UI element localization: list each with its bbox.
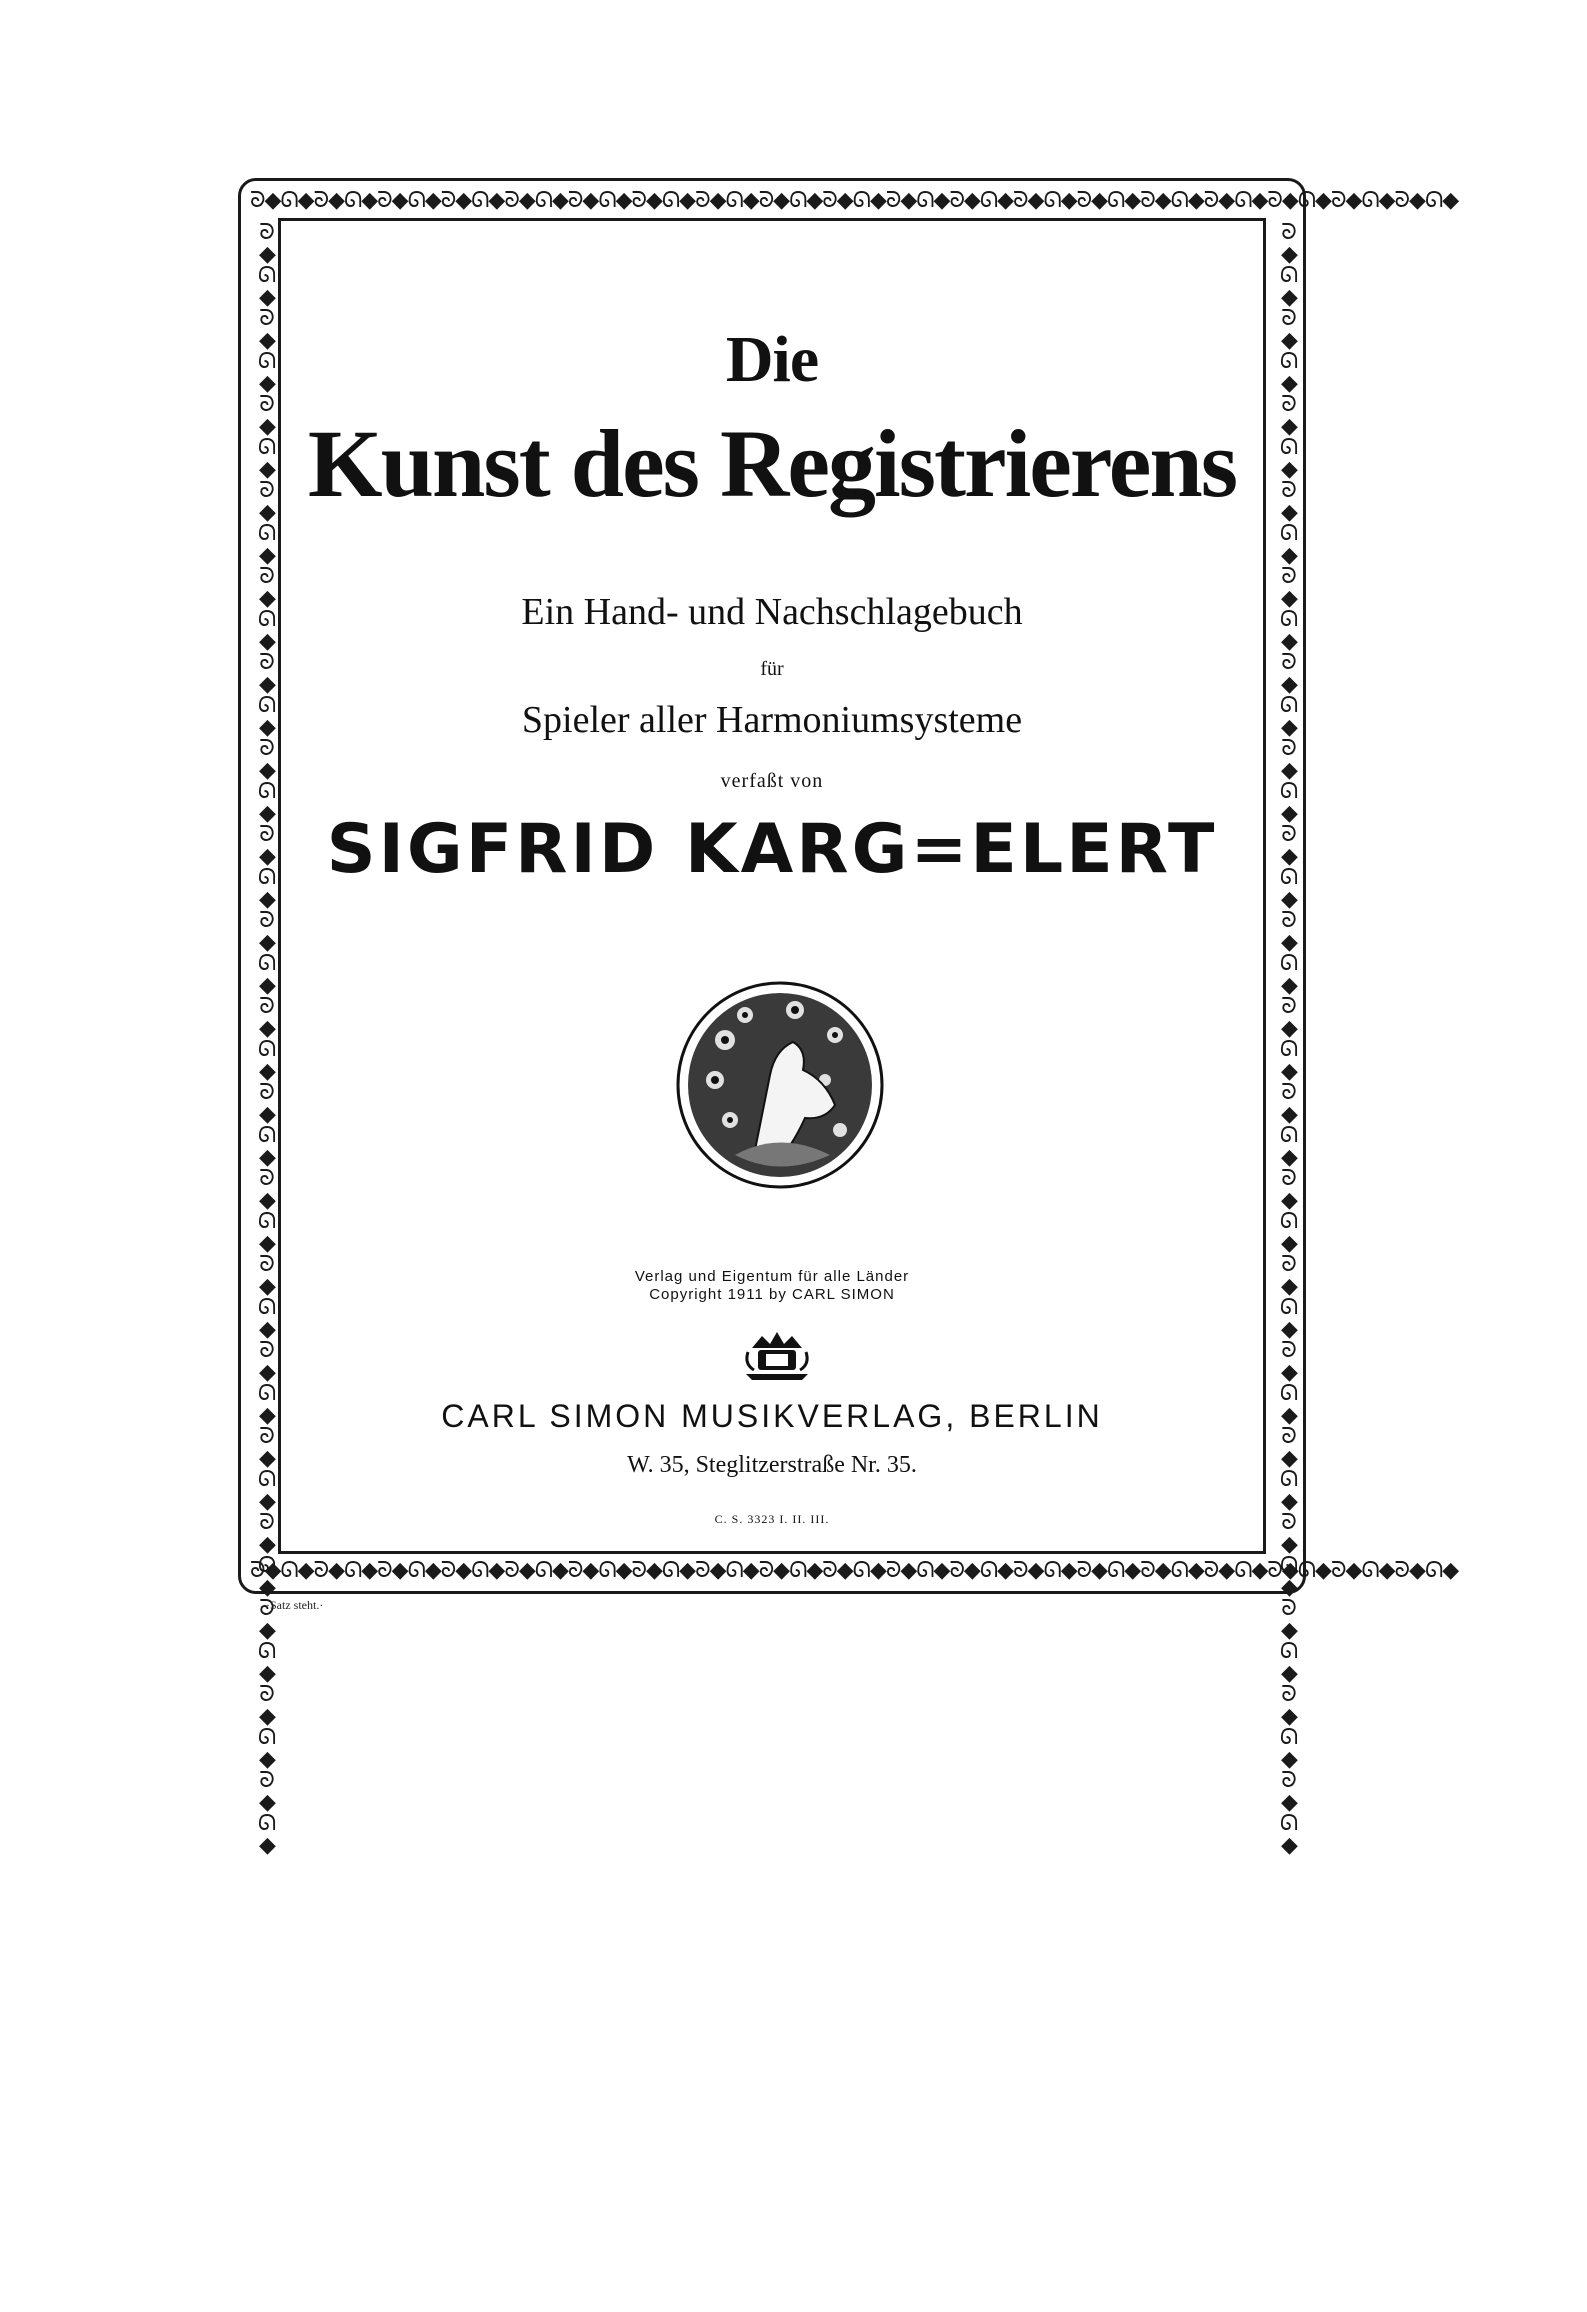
- subtitle: Ein Hand- und Nachschlagebuch: [521, 591, 1023, 633]
- copyright-line-2: Copyright 1911 by CARL SIMON: [649, 1286, 895, 1303]
- copyright-line-1: Verlag und Eigentum für alle Länder: [634, 1268, 910, 1285]
- publisher-name: CARL SIMON MUSIKVERLAG, BERLIN: [441, 1398, 1103, 1434]
- authored-by: verfaßt von: [720, 770, 824, 792]
- author-name: SIGFRID KARG=ELERT: [326, 810, 1218, 889]
- top-ornament-band: ᘐ◆ᘏ◆ᘐ◆ᘏ◆ᘐ◆ᘏ◆ᘐ◆ᘏ◆ᘐ◆ᘏ◆ᘐ◆ᘏ◆ᘐ◆ᘏ◆ᘐ◆ᘏ◆ᘐ◆ᘏ◆ᘐ◆ᘏ◆ᘐ◆ᘏ◆ᘐ◆ᘏ◆ᘐ◆ᘏ◆ᘐ◆ᘏ◆ᘐ◆ᘏ◆ᘐ◆ᘏ◆ᘐ◆ᘏ◆ᘐ◆ᘏ◆ᘐ◆ᘏ◆: [250, 188, 1459, 213]
- subtitle-2: Spieler aller Harmoniumsysteme: [521, 699, 1023, 741]
- footnote: ·Satz steht.·: [266, 1598, 324, 1612]
- left-ornament-band: ᘐ◆ᘏ◆ᘐ◆ᘏ◆ᘐ◆ᘏ◆ᘐ◆ᘏ◆ᘐ◆ᘏ◆ᘐ◆ᘏ◆ᘐ◆ᘏ◆ᘐ◆ᘏ◆ᘐ◆ᘏ◆ᘐ◆ᘏ◆ᘐ◆ᘏ◆ᘐ◆ᘏ◆ᘐ◆ᘏ◆ᘐ◆ᘏ◆ᘐ◆ᘏ◆ᘐ◆ᘏ◆ᘐ◆ᘏ◆ᘐ◆ᘏ◆ᘐ◆ᘏ◆: [255, 222, 280, 1856]
- publisher-address: W. 35, Steglitzerstraße Nr. 35.: [627, 1452, 917, 1478]
- title-page-content: [290, 230, 1254, 1540]
- title-line-1: Die: [725, 323, 819, 396]
- bottom-ornament-band: ᘐ◆ᘏ◆ᘐ◆ᘏ◆ᘐ◆ᘏ◆ᘐ◆ᘏ◆ᘐ◆ᘏ◆ᘐ◆ᘏ◆ᘐ◆ᘏ◆ᘐ◆ᘏ◆ᘐ◆ᘏ◆ᘐ◆ᘏ◆ᘐ◆ᘏ◆ᘐ◆ᘏ◆ᘐ◆ᘏ◆ᘐ◆ᘏ◆ᘐ◆ᘏ◆ᘐ◆ᘏ◆ᘐ◆ᘏ◆ᘐ◆ᘏ◆ᘐ◆ᘏ◆: [250, 1558, 1459, 1583]
- copyright-notice: [290, 1268, 1254, 1304]
- right-ornament-band: ᘐ◆ᘏ◆ᘐ◆ᘏ◆ᘐ◆ᘏ◆ᘐ◆ᘏ◆ᘐ◆ᘏ◆ᘐ◆ᘏ◆ᘐ◆ᘏ◆ᘐ◆ᘏ◆ᘐ◆ᘏ◆ᘐ◆ᘏ◆ᘐ◆ᘏ◆ᘐ◆ᘏ◆ᘐ◆ᘏ◆ᘐ◆ᘏ◆ᘐ◆ᘏ◆ᘐ◆ᘏ◆ᘐ◆ᘏ◆ᘐ◆ᘏ◆ᘐ◆ᘏ◆: [1277, 222, 1302, 1856]
- medallion-illustration: [675, 980, 885, 1190]
- title-line-2: Kunst des Registrierens: [307, 410, 1237, 517]
- plate-number: C. S. 3323 I. II. III.: [714, 1512, 830, 1526]
- for-word: für: [760, 658, 784, 680]
- publisher-crest-icon: [742, 1330, 812, 1382]
